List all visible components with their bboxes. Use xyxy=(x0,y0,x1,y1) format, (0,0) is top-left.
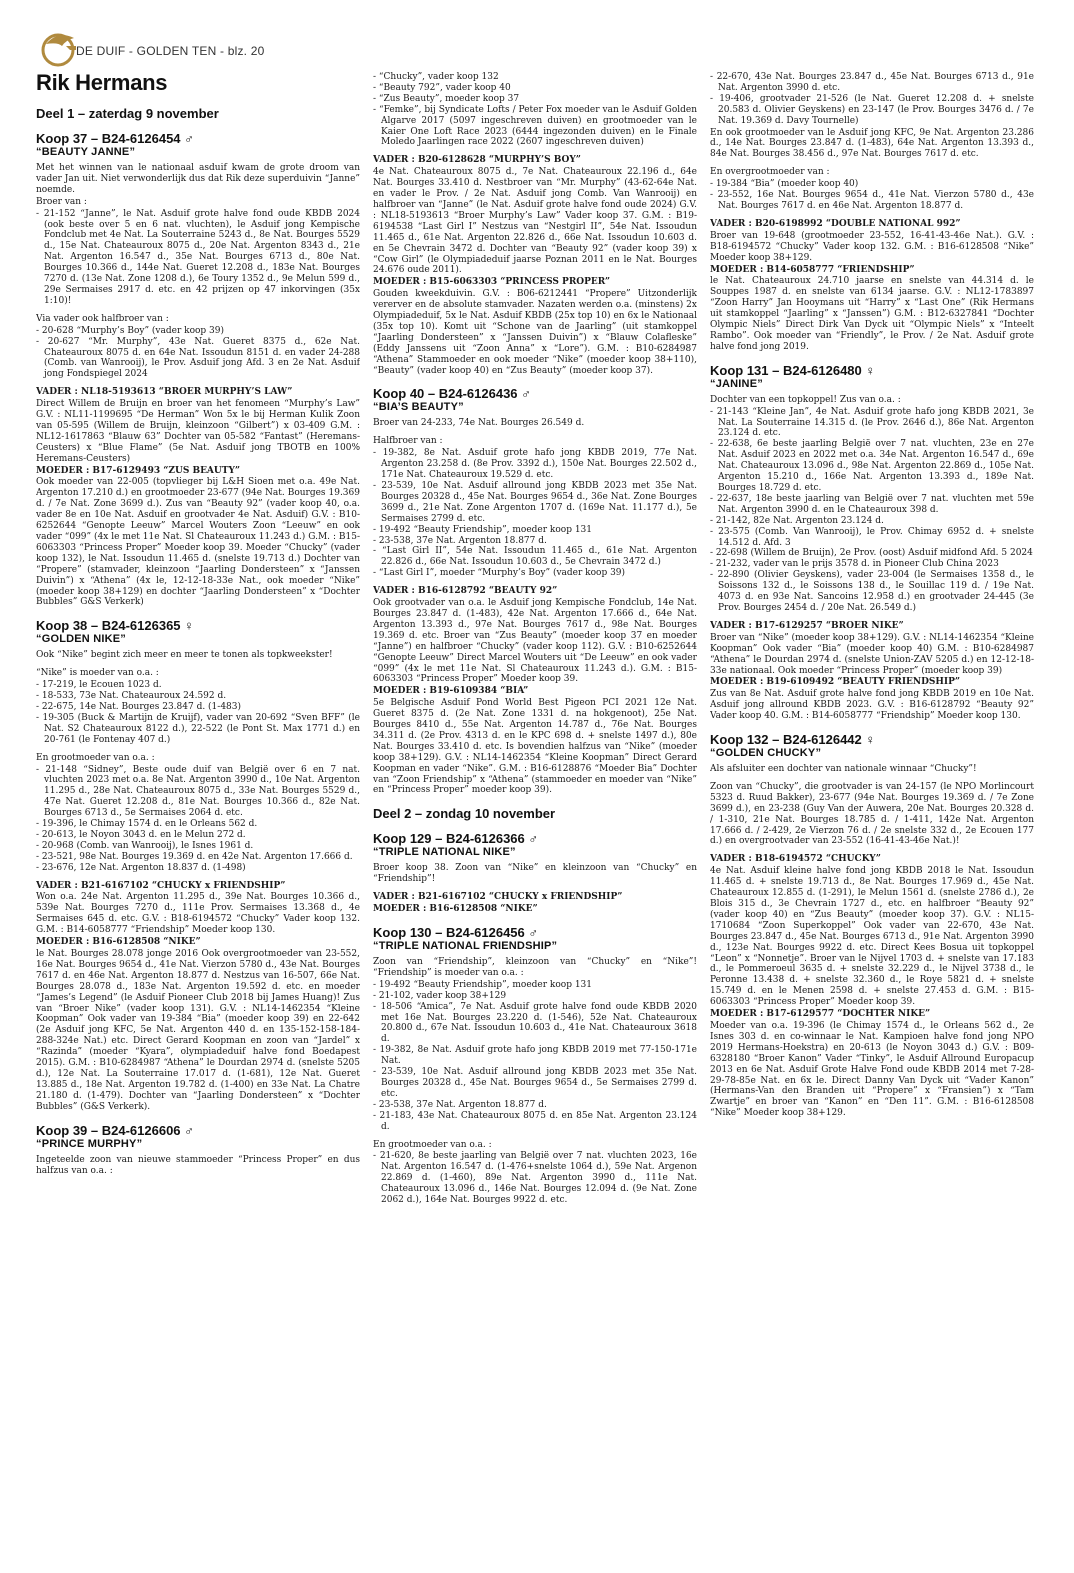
list-item: - 23-552, 16e Nat. Bourges 9654 d., 41e Nat. Vierzon 5780 d., 43e Nat. Bourges 7617 d. en 46e Nat. Argenton 18.877 d. xyxy=(710,190,1034,212)
list-item: - 21-148 “Sidney”, Beste oude duif van België over 6 en 7 nat. vluchten 2023 met o.a. 8e Nat. Argenton 3990 d., 10e Nat. Argenton 11.295 d., 28e Nat. Chateauroux 8075 d., 33e Nat. Bourges 5529 d., 47e Nat. Gueret 12.208 d., 81e Nat. Bourges 10.366 d., 82e Nat. Bourges 6713 d., 5e Sermaises 2064 d. etc. xyxy=(36,765,360,820)
lot-38-grandmother-list xyxy=(36,765,360,874)
lot-131-sibling-list xyxy=(710,407,1034,614)
list-item: - 22-638, 6e beste jaarling België over 7 nat. vluchten, 23e en 27e Nat. Asduif 2023 en 2022 met o.a. 34e Nat. Argenton 16.547 d., 69e Nat. Chateauroux 13.096 d., 98e Nat. Argenton 22.869 d., 105e Nat. Argenton 15.210 d., 166e Nat. Argenton 13.393 d., 189e Nat. Bourges 18.729 d. etc. xyxy=(710,439,1034,494)
lot-name-132: “GOLDEN CHUCKY” xyxy=(710,747,822,760)
section-heading-deel-1: Deel 1 – zaterdag 9 november xyxy=(36,106,219,121)
lot-39-father-text: 4e Nat. Chateauroux 8075 d., 7e Nat. Chateauroux 22.196 d., 64e Nat. Bourges 33.410 d. Nestbroer van “Mr. Murphy” (43-62-64e Nat. en vader le Prov. / 2e Nat. Asduif jong Comb. Van Wanrooij) en halfbroer van “Janne” (le Nat. Asduif grote halve fond oude 2024) G.V. : NL18-5193613 “Broer Murphy’s Law” Vader koop 37. G.M. : B19-6194538 “Last Girl I” Nestzus van “Nestgirl II”, 54e Nat. Issoudun 11.465 d., 61e Nat. Argenton 22.826 d., 66e Nat. Issoudun 10.603 d. en 5e Chevrain 3472 d. Dochter van “Beauty 92” (vader koop 39) x “Cow Girl” (le Olympiadeduif jaarse Poznan 2011 en le Nat. Bourges 24.676 oude 2011). xyxy=(373,167,697,276)
lot-129-father-heading: VADER : B21-6167102 “CHUCKY x FRIENDSHIP” xyxy=(373,892,623,903)
lot-130-great-grandmother-list xyxy=(710,179,1034,212)
list-item: - 19-396, le Chimay 1574 d. en le Orleans 562 d. xyxy=(36,819,360,830)
lot-39-mother-text: Gouden kweekduivin. G.V. : B06-6212441 “Propere” Uitzonderlijk vererver en de absolute stamvader. Nazaten werden o.a. (minstens) 2x Olympiadeduif, 5x le Nat. Asduif KBDB (25x top 10) en 6x le Nationaal (35x top 10). Komt uit “Schone van de Jaarling” (uit stamkoppel “Jaarling Dondersteen” x “Janssen Duivin”) x “Blauw Colafleske” (Eddy Janssens uit “Zoon Anna” x “Lore”). G.M. : B10-6284987 “Athena” Stammoeder en ook moeder “Nike” (moeder koop 38+110), “Beauty” (vader koop 40) en “Zus Beauty” (moeder koop 37). xyxy=(373,289,697,376)
list-item: - 18-533, 73e Nat. Chateauroux 24.592 d. xyxy=(36,691,360,702)
lot-39-father-heading: VADER : B20-6128628 “MURPHY’S BOY” xyxy=(373,155,581,166)
list-item: - 19-492 “Beauty Friendship”, moeder koop 131 xyxy=(373,980,697,991)
column-2 xyxy=(373,72,697,1567)
lot-130-mother-text: le Nat. Chateauroux 24.710 jaarse en snelste van 44.314 d. le Souppes 1987 d. en snelste van 6134 jaarse. G.V. : NL12-1783897 “Zoon Harry” Jan Hooymans uit “Harry” x “Last One” (Rik Hermans uit stamkoppel “Jaarling” x “Janssen”) G.M. : B12-6327841 “Dochter Olympic Niels” Direct Dirk Van Dyck uit “Olympic Niels” x “Inteelt Rambo”. Ook moeder van “Friendly”, le Prov. / 2e Nat. Asduif grote halve fond jong 2019. xyxy=(710,276,1034,352)
list-item: - 23-539, 10e Nat. Asduif allround jong KBDB 2023 met 35e Nat. Bourges 20328 d., 45e Nat. Bourges 9654 d., 5e Sermaises 2799 d. etc. xyxy=(373,1067,697,1100)
list-item: - 23-538, 37e Nat. Argenton 18.877 d. xyxy=(373,536,697,547)
article-columns xyxy=(36,72,1046,1567)
list-item: - 20-627 “Mr. Murphy”, 43e Nat. Gueret 8375 d., 62e Nat. Chateauroux 8075 d. en 64e Nat. Issoudun 8151 d. en vader 24-288 (Comb. van Wanrooij), le Prov. Asduif jong Afd. 3 en 2e Nat. Asduif jong Fondspiegel 2024 xyxy=(36,337,360,381)
list-item: - 19-406, grootvader 21-526 (le Nat. Gueret 12.208 d. + snelste 20.583 d. Olivier Geyskens) en 23-147 (le Prov. Bourges 3476 d. / 7e Nat. 19.369 d. Davy Tournelle) xyxy=(710,94,1034,127)
lot-130-grandmother-text: En ook grootmoeder van le Asduif jong KFC, 9e Nat. Argenton 23.286 d., 14e Nat. Bourges 23.847 d. (1-483), 64e Nat. Argenton 13.393 d., 84e Nat. Bourges 38.456 d., 97e Nat. Bourges 7617 d. etc. xyxy=(710,127,1034,160)
lot-130-grandmother-list xyxy=(373,1151,697,1206)
lot-37-via-list xyxy=(36,326,360,381)
lot-129-mother-heading: MOEDER : B16-6128508 “NIKE” xyxy=(373,904,538,915)
list-item: - 18-506 “Amica”, 7e Nat. Asduif grote halve fond oude KBDB 2020 met 16e Nat. Bourges 23.220 d. (1-546), 52e Nat. Chateauroux 20.800 d., 67e Nat. Issoudun 10.603 d., 41e Nat. Chateauroux 3618 d. xyxy=(373,1002,697,1046)
list-item: - “Zus Beauty”, moeder koop 37 xyxy=(373,94,697,105)
lot-130-grandmother-list-cont xyxy=(710,72,1034,127)
lot-37-broer-list xyxy=(36,209,360,307)
lot-title-132: Koop 132 – B24-6126442 ♀ xyxy=(710,732,876,748)
lot-38-mother-heading: MOEDER : B16-6128508 “NIKE” xyxy=(36,937,201,948)
list-item: - 20-628 “Murphy’s Boy” (vader koop 39) xyxy=(36,326,360,337)
lot-37-broer-label: Broer van : xyxy=(36,196,87,207)
lot-title-37: Koop 37 – B24-6126454 ♂ xyxy=(36,131,194,146)
lot-131-father-text: Broer van “Nike” (moeder koop 38+129). G.V. : NL14-1462354 “Kleine Koopman” Ook vader “Bia” (moeder koop 40) G.M. : B10-6284987 “Athena” le Dourdan 2974 d. (snelste Union-ZAV 5205 d.) en 12-12-18-33e nationaal. Ook moeder “Princess Proper” (moeder koop 39) xyxy=(710,632,1034,676)
lot-40-father-text: Ook grootvader van o.a. le Asduif jong Kempische Fondclub, 14e Nat. Bourges 23.847 d. (1-483), 42e Nat. Argenton 17.666 d., 64e Nat. Argenton 13.393 d., 97e Nat. Bourges 7617 d., 98e Nat. Bourges 19.369 d. etc. Broer van “Zus Beauty” (moeder koop 37 en moeder “Janne”) en halfbroer “Chucky” (vader koop 112). G.V. : B10-6252644 “Genopte Leeuw” Direct Marcel Wouters uit “De Leeuw” en ook vader “099” (4x le met 11e Nat. Sl Chateauroux 11.243 d.). G.M. : B15-6063303 “Princess Proper” Moeder koop 39. xyxy=(373,598,697,685)
lot-title-129: Koop 129 – B24-6126366 ♂ xyxy=(373,831,539,847)
list-item: - 23-575 (Comb. Van Wanrooij), le Prov. Chimay 6952 d. + snelste 14.512 d. Afd. 3 xyxy=(710,527,1034,549)
list-item: - 22-698 (Willem de Bruijn), 2e Prov. (oost) Asduif midfond Afd. 5 2024 xyxy=(710,548,1034,559)
lot-39-intro: Ingeteelde zoon van nieuwe stammoeder “Princess Proper” en dus halfzus van o.a. : xyxy=(36,1154,360,1176)
lot-name-131: “JANINE” xyxy=(710,377,763,390)
lot-37-intro: Met het winnen van le nationaal asduif kwam de grote droom van vader Jan uit. Niet verwonderlijk dus dat Rik deze superduivin “Janne” noemde. xyxy=(36,163,360,195)
lot-38-intro: Ook “Nike” begint zich meer en meer te tonen als topkweekster! xyxy=(36,650,333,661)
lot-131-intro: Dochter van een topkoppel! Zus van o.a. : xyxy=(710,394,901,405)
list-item: - 17-219, le Ecouen 1023 d. xyxy=(36,680,360,691)
list-item: - “Beauty 792”, vader koop 40 xyxy=(373,83,697,94)
lot-40-half-list xyxy=(373,448,697,579)
list-item: - 23-521, 98e Nat. Bourges 19.369 d. en 42e Nat. Argenton 17.666 d. xyxy=(36,852,360,863)
list-item: - “Last Girl I”, moeder “Murphy’s Boy” (vader koop 39) xyxy=(373,568,697,579)
lot-37-mother-text: Ook moeder van 22-005 (topvlieger bij L&H Sioen met o.a. 49e Nat. Argenton 17.210 d.) en grootmoeder 23-677 (94e Nat. Bourges 19.369 d. / 7e Nat. Zone 3699 d.). Zus van “Beauty 92” (vader koop 40, o.a. vader 8e en 10e Nat. Asduif en grootvader 4e Nat. Asduif) G.V. : B10-6252644 “Genopte Leeuw” Marcel Wouters Zoon “Leeuw” en ook vader “099” (4x le met 11e Nat. Sl Chateauroux 11.243 d.) G.M. : B15-6063303 “Princess Proper” Moeder koop 39. Moeder “Chucky” (vader koop 132), le Nat. Issoudun 11.465 d. (snelste 19.713 d.) Dochter van “Propere” (stamvader, kleinzoon “Jaarling Dondersteen” x “Janssen Duivin”) x “Athena” (4x le, 12-12-18-33e Nat., ook moeder “Nike” (moeder koop 38+129) en dochter “Jaarling Dondersteen” x “Dochter Bubbles” G&S Verkerk) xyxy=(36,477,360,608)
list-item: - 20-613, le Noyon 3043 d. en le Melun 272 d. xyxy=(36,830,360,841)
lot-title-131: Koop 131 – B24-6126480 ♀ xyxy=(710,362,876,378)
lot-38-father-heading: VADER : B21-6167102 “CHUCKY x FRIENDSHIP” xyxy=(36,880,286,891)
lot-title-40: Koop 40 – B24-6126436 ♂ xyxy=(373,386,531,402)
list-item: - 22-675, 14e Nat. Bourges 23.847 d. (1-483) xyxy=(36,702,360,713)
column-3 xyxy=(710,72,1034,1567)
lot-38-mother-text: le Nat. Bourges 28.078 jonge 2016 Ook overgrootmoeder van 23-552, 16e Nat. Bourges 9654 d., 41e Nat. Vierzon 5780 d., 43e Nat. Bourges 7617 d. en 46e Nat. Argenton 18.877 d. Nestzus van 16-507, 66e Nat. Bourges 28.078 d., 183e Nat. Argenton 19.592 d. etc. en moeder “James’s Legend” (le Asduif Pioneer Club 2018 bij James Huang)! Zus van “Broer Nike” (vader koop 131). G.V. : NL14-1462354 “Kleine Koopman” Ook vader van 19-384 “Bia” (moeder koop 39) en 22-642 (2e Asduif jong KFC, 5e Nat. Argenton 440 d. en 135-152-158-184-288-324e Nat.) etc. Direct Gerard Koopman en zoon van “Jardel” x “Razinda” (moeder “Kyara”, olympiadeduif halve fond Boedapest 2015). G.M. : B10-6284987 “Athena” le Dourdan 2974 d. (snelste 5205 d.), 12e Nat. La Souterraine 17.017 d. (1-681), 12e Nat. Gueret 13.885 d., 18e Nat. Argenton 19.782 d. (1-400) en 33e Nat. La Chatre 21.180 d. (1-479). Dochter van “Jaarling Dondersteen” x “Dochter Bubbles” (G&S Verkerk). xyxy=(36,949,360,1112)
lot-39-half-sibling-list xyxy=(373,72,697,148)
lot-131-mother-heading: MOEDER : B19-6109492 “BEAUTY FRIENDSHIP” xyxy=(710,677,961,688)
lot-130-father-heading: VADER : B20-6198992 “DOUBLE NATIONAL 992” xyxy=(710,218,961,229)
list-item: - 21-620, 8e beste jaarling van België over 7 nat. vluchten 2023, 16e Nat. Argenton 16.547 d. (1-476+snelste 1064 d.), 59e Nat. Argenon 22.869 d. (1-460), 89e Nat. Argenton 3990 d., 111e Nat. Chateauroux 13.096 d., 146e Nat. Bourges 12.094 d. (9e Nat. Zone 2062 d.), 164e Nat. Bourges 9922 d. etc. xyxy=(373,1151,697,1206)
list-item: - 21-183, 43e Nat. Chateauroux 8075 d. en 85e Nat. Argenton 23.124 d. xyxy=(373,1111,697,1133)
list-item: - 19-305 (Buck & Martijn de Kruijf), vader van 20-692 “Sven BFF” (le Nat. S2 Chateauroux 8122 d.), 22-522 (le Pont St. Max 1771 d.) en 20-761 (le Fontenay 407 d.) xyxy=(36,713,360,746)
lot-130-mother-of-list xyxy=(373,980,697,1133)
section-heading-deel-2: Deel 2 – zondag 10 november xyxy=(373,806,556,822)
lot-130-great-grandmother-label: En overgrootmoeder van : xyxy=(710,167,830,178)
lot-130-intro: Zoon van “Friendship”, kleinzoon van “Chucky” en “Nike”! “Friendship” is moeder van o.a. : xyxy=(373,957,697,978)
lot-37-father-text: Direct Willem de Bruijn en broer van het fenomeen “Murphy’s Law” G.V. : NL11-1199695 “De Herman” Won 5x le bij Herman Kulik Zoon van 05-595 (Willem de Bruijn, kleinzoon “Gilbert”) x 03-409 G.M. : NL12-1617863 “Blauw 63” Dochter van 05-582 “Fantast” (Heremans-Ceusters) x “Blue Flame” (5e Nat. Asduif jong TBOTB en 100% Heremans-Ceusters) xyxy=(36,399,360,464)
lot-name-130: “TRIPLE NATIONAL FRIENDSHIP” xyxy=(373,940,558,952)
lot-132-text: Zoon van “Chucky”, die grootvader is van 24-157 (le NPO Morlincourt 5323 d. Ruud Bakker), 23-677 (94e Nat. Bourges 19.369 d. / 7e Zone 3699 d.), en 23-238 (Guy Van der Auwera, 20e Nat. Bourges 20.328 d. / 1-310, 21e Nat. Bourges 18.785 d. / 1-411, 142e Nat. Argenton 17.666 d. / 2-429, 2e Vierzon 76 d. / 2e snelste 332 d., 2e Ecouen 177 d.) en overgrootvader van 23-552 (16-41-43-46e Nat.)! xyxy=(710,781,1034,847)
lot-37-father-heading: VADER : NL18-5193613 “BROER MURPHY’S LAW” xyxy=(36,387,293,398)
lot-132-mother-text: Moeder van o.a. 19-396 (le Chimay 1574 d., le Orleans 562 d., 2e Isnes 303 d. en co-winnaar le Nat. Kampioen halve fond jong NPO 2019 Hermans-Hoekstra) en 20-613 (le Noyon 3043 d.) G.V. : B09-6328180 “Broer Kanon” Vader “Tinky”, le Asduif Allround Europacup 2013 en 6e Nat. Asduif Grote Halve Fond oude KBDB 2014 met 7-28-29-78-85e Nat. en 6x le. Direct Danny Van Dyck uit “Vader Kanon” (Hermans-Van den Branden uit “Propere” x “Fransien”) x “Tam Zwartje” en broer van “Kanon” en “Den 11”. G.M. : B16-6128508 “Nike” Moeder koop 38+129. xyxy=(710,1020,1034,1119)
lot-37-via-label: Via vader ook halfbroer van : xyxy=(36,313,169,324)
list-item: - “Chucky”, vader koop 132 xyxy=(373,72,697,83)
lot-132-intro: Als afsluiter een dochter van nationale winnaar “Chucky”! xyxy=(710,764,977,775)
lot-name-39: “PRINCE MURPHY” xyxy=(36,1137,143,1150)
lot-40-half-label: Halfbroer van : xyxy=(373,436,443,447)
list-item: - 21-102, vader koop 38+129 xyxy=(373,991,697,1002)
lot-name-38: “GOLDEN NIKE” xyxy=(36,633,126,646)
list-item: - 21-142, 82e Nat. Argenton 23.124 d. xyxy=(710,516,1034,527)
running-head-text: DE DUIF - GOLDEN TEN - blz. 20 xyxy=(76,44,265,58)
lot-132-father-text: 4e Nat. Asduif kleine halve fond jong KBDB 2018 le Nat. Issoudun 11.465 d. + snelste 19.713 d., 8e Nat. Bourges 17.969 d., 45e Nat. Chateauroux 12.855 d. (1-291), le Melun 1561 d. (snelste 2786 d.), 2e Blois 315 d., 3e Chevrain 1727 d., etc. en halfbroer “Beauty 92” (vader koop 40) en “Zus Beauty” (moeder koop 37). G.V. : NL15-1710684 “Zoon Superkoppel” Ook vader van 22-670, 43e Nat. Bourges 23.847 d., 45e Nat. Bourges 6713 d., 91e Nat. Argenton 3990 d., 123e Nat. Bourges 9922 d. etc. Direct Kees Bosua uit topkoppel “Leon” x “Nonnetje”. Broer van le Nijvel 1703 d. + snelste van 17.183 d., le Pommeroeul 3635 d. + snelste 32.229 d., le Nijvel 3738 d., le Peronne 13.438 d. + snelste 32.360 d., le Roye 5821 d. + snelste 15.749 d. en le Menen 2598 d. + snelste 27.453 d. G.M. : B15-6063303 “Princess Proper” Moeder koop 39. xyxy=(710,866,1034,1008)
lot-132-mother-heading: MOEDER : B17-6129577 “DOCHTER NIKE” xyxy=(710,1009,931,1020)
list-item: - 21-232, vader van le prijs 3578 d. in Pioneer Club China 2023 xyxy=(710,559,1034,570)
lot-40-intro: Broer van 24-233, 74e Nat. Bourges 26.549 d. xyxy=(373,418,585,429)
list-item: - 19-382, 8e Nat. Asduif grote hafo jong KBDB 2019, 77e Nat. Argenton 23.258 d. (8e Prov. 3392 d.), 150e Nat. Bourges 22.502 d., 171e Nat. Chateauroux 19.529 d. etc. xyxy=(373,448,697,481)
list-item: - 21-143 “Kleine Jan”, 4e Nat. Asduif grote hafo jong KBDB 2021, 3e Nat. La Souterraine 14.315 d. (le Prov. 2646 d.), 86e Nat. Argenton 23.124 d. etc. xyxy=(710,407,1034,440)
lot-132-father-heading: VADER : B18-6194572 “CHUCKY” xyxy=(710,854,881,865)
list-item: - 19-492 “Beauty Friendship”, moeder koop 131 xyxy=(373,525,697,536)
lot-131-mother-text: Zus van 8e Nat. Asduif grote halve fond jong KBDB 2019 en 10e Nat. Asduif jong allround KBDB 2023. G.V. : B16-6128792 “Beauty 92” Vader koop 40. G.M. : B14-6058777 “Friendship” Moeder koop 130. xyxy=(710,689,1034,722)
lot-title-130: Koop 130 – B24-6126456 ♂ xyxy=(373,925,539,940)
list-item: - 23-539, 10e Nat. Asduif allround jong KBDB 2023 met 35e Nat. Bourges 20328 d., 45e Nat. Bourges 9654 d., 36e Nat. Zone Bourges 3699 d., 21e Nat. Zone Argenton 1707 d. (169e Nat. 11.177 d.), 5e Sermaises 2799 d. etc. xyxy=(373,481,697,525)
lot-38-father-text: Won o.a. 24e Nat. Argenton 11.295 d., 39e Nat. Bourges 10.366 d., 539e Nat. Bourges 7270 d., 111e Prov. Sermaises 13.368 d., 4e Sermaises 645 d. etc. G.V. : B18-6194572 “Chucky” Vader koop 132. G.M. : B14-6058777 “Friendship” Moeder koop 130. xyxy=(36,892,360,936)
lot-name-37: “BEAUTY JANNE” xyxy=(36,146,136,158)
lot-40-father-heading: VADER : B16-6128792 “BEAUTY 92” xyxy=(373,586,558,597)
lot-title-39: Koop 39 – B24-6126606 ♂ xyxy=(36,1122,194,1138)
column-1 xyxy=(36,102,360,1567)
list-item: - 20-968 (Comb. van Wanrooij), le Isnes 1961 d. xyxy=(36,841,360,852)
list-item: - 23-676, 12e Nat. Argenton 18.837 d. (1-498) xyxy=(36,863,360,874)
running-header xyxy=(36,40,264,62)
list-item: - 23-538, 37e Nat. Argenton 18.877 d. xyxy=(373,1100,697,1111)
list-item: - 22-890 (Olivier Geyskens), vader 23-004 (le Sermaises 1358 d., le Soissons 132 d., le Soissons 138 d., le Souillac 119 d. / 19e Nat. 4073 d. en 93e Nat. Sancoins 12.958 d.) en grootvader 24-445 (3e Prov. Bourges 2454 d. / 20e Nat. 26.549 d.) xyxy=(710,570,1034,614)
lot-38-grandmother-label: En grootmoeder van o.a. : xyxy=(36,752,155,763)
list-item: - 21-152 “Janne”, le Nat. Asduif grote halve fond oude KBDB 2024 (ook beste over 5 en 6 nat. vluchten), le Asduif jong Kempische Fondclub met 4e Nat. La Souterraine 5243 d., 8e Nat. Bourges 5529 d., 15e Nat. Chateauroux 8075 d., 20e Nat. Argenton 8343 d., 21e Nat. Argenton 16.547 d., 35e Nat. Bourges 6713 d., 80e Nat. Bourges 10.366 d., 144e Nat. Gueret 12.208 d., 183e Nat. Bourges 7270 d. (13e Nat. Zone 1208 d.), 6e Toury 1352 d., 9e Melun 599 d., 29e Sermaises 2917 d. etc. en 42 prijzen op 47 inkorvingen (35x 1:10)! xyxy=(36,209,360,307)
lot-40-mother-heading: MOEDER : B19-6109384 “BIA” xyxy=(373,686,529,697)
lot-38-mother-of-list xyxy=(36,680,360,745)
author-name: Rik Hermans xyxy=(36,70,168,95)
list-item: - 22-670, 43e Nat. Bourges 23.847 d., 45e Nat. Bourges 6713 d., 91e Nat. Argenton 3990 d. etc. xyxy=(710,72,1034,94)
lot-title-38: Koop 38 – B24-6126365 ♀ xyxy=(36,618,194,634)
list-item: - “Femke”, bij Syndicate Lofts / Peter Fox moeder van le Asduif Golden Algarve 2017 (5097 ingeschreven duiven) en grootmoeder van le Kaier One Loft Race 2023 (6444 ingezonden duiven) en le Finale Moledo Jaarlingen race 2022 (2607 ingeschreven duiven) xyxy=(373,105,697,149)
lot-130-mother-heading: MOEDER : B14-6058777 “FRIENDSHIP” xyxy=(710,264,915,275)
lot-130-grandmother-label: En grootmoeder van o.a. : xyxy=(373,1139,492,1150)
list-item: - 19-382, 8e Nat. Asduif grote hafo jong KBDB 2019 met 77-150-171e Nat. xyxy=(373,1045,697,1067)
lot-130-father-text: Broer van 19-648 (grootmoeder 23-552, 16-41-43-46e Nat.). G.V. : B18-6194572 “Chucky” Vader koop 132. G.M. : B16-6128508 “Nike” Moeder koop 38+129. xyxy=(710,230,1034,263)
lot-131-father-heading: VADER : B17-6129257 “BROER NIKE” xyxy=(710,620,904,631)
lot-39-mother-heading: MOEDER : B15-6063303 “PRINCESS PROPER” xyxy=(373,277,611,288)
lot-129-intro: Broer koop 38. Zoon van “Nike” en kleinzoon van “Chucky” en “Friendship”! xyxy=(373,863,697,885)
list-item: - 19-384 “Bia” (moeder koop 40) xyxy=(710,179,1034,190)
list-item: - 22-637, 18e beste jaarling van België over 7 nat. vluchten met 59e Nat. Argenton 3990 d. en le Chateauroux 398 d. xyxy=(710,494,1034,516)
lot-40-mother-text: 5e Belgische Asduif Pond World Best Pigeon PCI 2021 12e Nat. Gueret 8375 d. (2e Nat. Zone 1331 d. na hokgenoot), 25e Nat. Bourges 8410 d., 55e Nat. Argenton 14.787 d., 76e Nat. Bourges 34.311 d. (2e Prov. 4313 d. en le KPC 698 d. + snelste 1497 d.), 80e Nat. Bourges 33.410 d. etc. Is bovendien halfzus van “Nike” (moeder koop 38+129). G.V. : NL14-1462354 “Kleine Koopman” Direct Gerard Koopman en vader “Nike”. G.M. : B16-6128876 “Moeder Bia” Dochter van “Zoon Friendship” x “Athena” (stammoeder en moeder van “Nike” en “Princess Proper” moeder koop 39). xyxy=(373,698,697,796)
lot-name-129: “TRIPLE NATIONAL NIKE” xyxy=(373,846,516,859)
lot-name-40: “BIA’S BEAUTY” xyxy=(373,401,464,414)
lot-37-mother-heading: MOEDER : B17-6129493 “ZUS BEAUTY” xyxy=(36,465,241,476)
lot-38-mother-of-label: “Nike” is moeder van o.a. : xyxy=(36,668,159,679)
list-item: - “Last Girl II”, 54e Nat. Issoudun 11.465 d., 61e Nat. Argenton 22.826 d., 66e Nat. Issoudun 10.603 d., 5e Chevrain 3472 d.) xyxy=(373,546,697,568)
